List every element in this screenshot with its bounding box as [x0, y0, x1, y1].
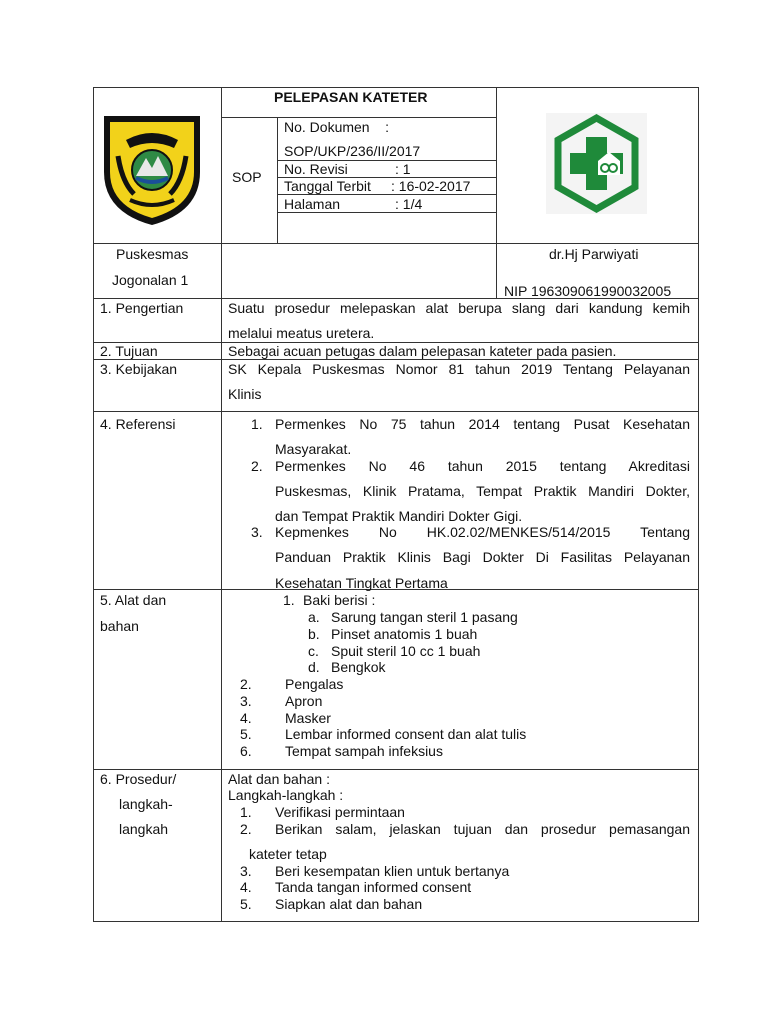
step-item: Verifikasi permintaan — [275, 804, 405, 820]
step-num: 5. — [240, 896, 252, 912]
step-num: 3. — [240, 863, 252, 879]
tujuan-text: Sebagai acuan petugas dalam pelepasan kateter pada pasien. — [228, 343, 617, 359]
list-item: Baki berisi : — [303, 592, 376, 608]
prosedur-alat-line: Alat dan bahan : — [228, 771, 330, 787]
page-value: : 1/4 — [395, 196, 423, 212]
prosedur-label-line3: langkah — [119, 821, 169, 837]
referensi-item-line: Permenkes No 75 tahun 2014 tentang Pusat Kesehatan — [275, 416, 690, 432]
step-num: 2. — [240, 821, 252, 837]
referensi-num: 1. — [251, 416, 263, 432]
referensi-item-line: dan Tempat Praktik Mandiri Dokter Gigi. — [275, 508, 523, 524]
issue-date-label: Tanggal Terbit — [284, 178, 371, 194]
list-num: a. — [308, 609, 320, 625]
step-item: Beri kesempatan klien untuk bertanya — [275, 863, 510, 879]
step-item-continued: kateter tetap — [249, 846, 327, 862]
list-num: 5. — [240, 726, 252, 742]
signer-name: dr.Hj Parwiyati — [549, 246, 639, 262]
step-item: Siapkan alat dan bahan — [275, 896, 423, 912]
step-num: 1. — [240, 804, 252, 820]
list-num: 1. — [283, 592, 295, 608]
doc-number-label: No. Dokumen : — [284, 119, 390, 135]
issue-date-value: : 16-02-2017 — [391, 178, 471, 194]
referensi-item-line: Kepmenkes No HK.02.02/MENKES/514/2015 Tentang — [275, 524, 690, 540]
document-title: PELEPASAN KATETER — [274, 89, 428, 105]
referensi-item-line: Kesehatan Tingkat Pertama — [275, 575, 448, 591]
referensi-num: 2. — [251, 458, 263, 474]
sop-label: SOP — [232, 169, 262, 185]
list-item: Masker — [285, 710, 331, 726]
step-item: Tanda tangan informed consent — [275, 879, 472, 895]
referensi-item-line: Permenkes No 46 tahun 2015 tentang Akreditasi — [275, 458, 690, 474]
regency-emblem-logo — [100, 112, 204, 228]
list-item: Tempat sampah infeksius — [285, 743, 443, 759]
pengertian-text-line2: melalui meatus uretera. — [228, 325, 375, 341]
doc-number-value: SOP/UKP/236/II/2017 — [284, 143, 421, 159]
list-num: 4. — [240, 710, 252, 726]
referensi-label: 4. Referensi — [100, 416, 176, 432]
tujuan-label: 2. Tujuan — [100, 343, 158, 359]
list-item: Lembar informed consent dan alat tulis — [285, 726, 527, 742]
referensi-num: 3. — [251, 524, 263, 540]
puskesmas-logo — [546, 113, 647, 214]
list-item: Apron — [285, 693, 323, 709]
referensi-item-line: Puskesmas, Klinik Pratama, Tempat Praktik Mandiri Dokter, — [275, 483, 690, 499]
prosedur-langkah-line: Langkah-langkah : — [228, 787, 344, 803]
signer-nip: NIP 196309061990032005 — [504, 283, 672, 299]
referensi-item-line: Panduan Praktik Klinis Bagi Dokter Di Fasilitas Pelayanan — [275, 549, 690, 565]
revision-value: : 1 — [395, 161, 411, 177]
list-num: b. — [308, 626, 320, 642]
list-item: Pengalas — [285, 676, 344, 692]
list-num: 2. — [240, 676, 252, 692]
list-num: c. — [308, 643, 319, 659]
list-num: 6. — [240, 743, 252, 759]
referensi-item-line: Masyarakat. — [275, 441, 352, 457]
step-item: Berikan salam, jelaskan tujuan dan prosedur pemasangan — [275, 821, 690, 837]
revision-label: No. Revisi — [284, 161, 348, 177]
list-item: Bengkok — [331, 659, 386, 675]
prosedur-label-line1: 6. Prosedur/ — [100, 771, 177, 787]
list-item: Spuit steril 10 cc 1 buah — [331, 643, 481, 659]
page-label: Halaman — [284, 196, 341, 212]
list-item: Sarung tangan steril 1 pasang — [331, 609, 518, 625]
kebijakan-text-line1: SK Kepala Puskesmas Nomor 81 tahun 2019 Tentang Pelayanan — [228, 361, 690, 377]
org-name-line2: Jogonalan 1 — [112, 272, 189, 288]
alat-label-line2: bahan — [100, 618, 139, 634]
list-num: d. — [308, 659, 320, 675]
alat-label-line1: 5. Alat dan — [100, 592, 167, 608]
pengertian-text-line1: Suatu prosedur melepaskan alat berupa slang dari kandung kemih — [228, 300, 690, 316]
kebijakan-label: 3. Kebijakan — [100, 361, 178, 377]
org-name-line1: Puskesmas — [116, 246, 189, 262]
step-num: 4. — [240, 879, 252, 895]
prosedur-label-line2: langkah- — [119, 796, 173, 812]
list-num: 3. — [240, 693, 252, 709]
kebijakan-text-line2: Klinis — [228, 386, 262, 402]
list-item: Pinset anatomis 1 buah — [331, 626, 478, 642]
pengertian-label: 1. Pengertian — [100, 300, 184, 316]
